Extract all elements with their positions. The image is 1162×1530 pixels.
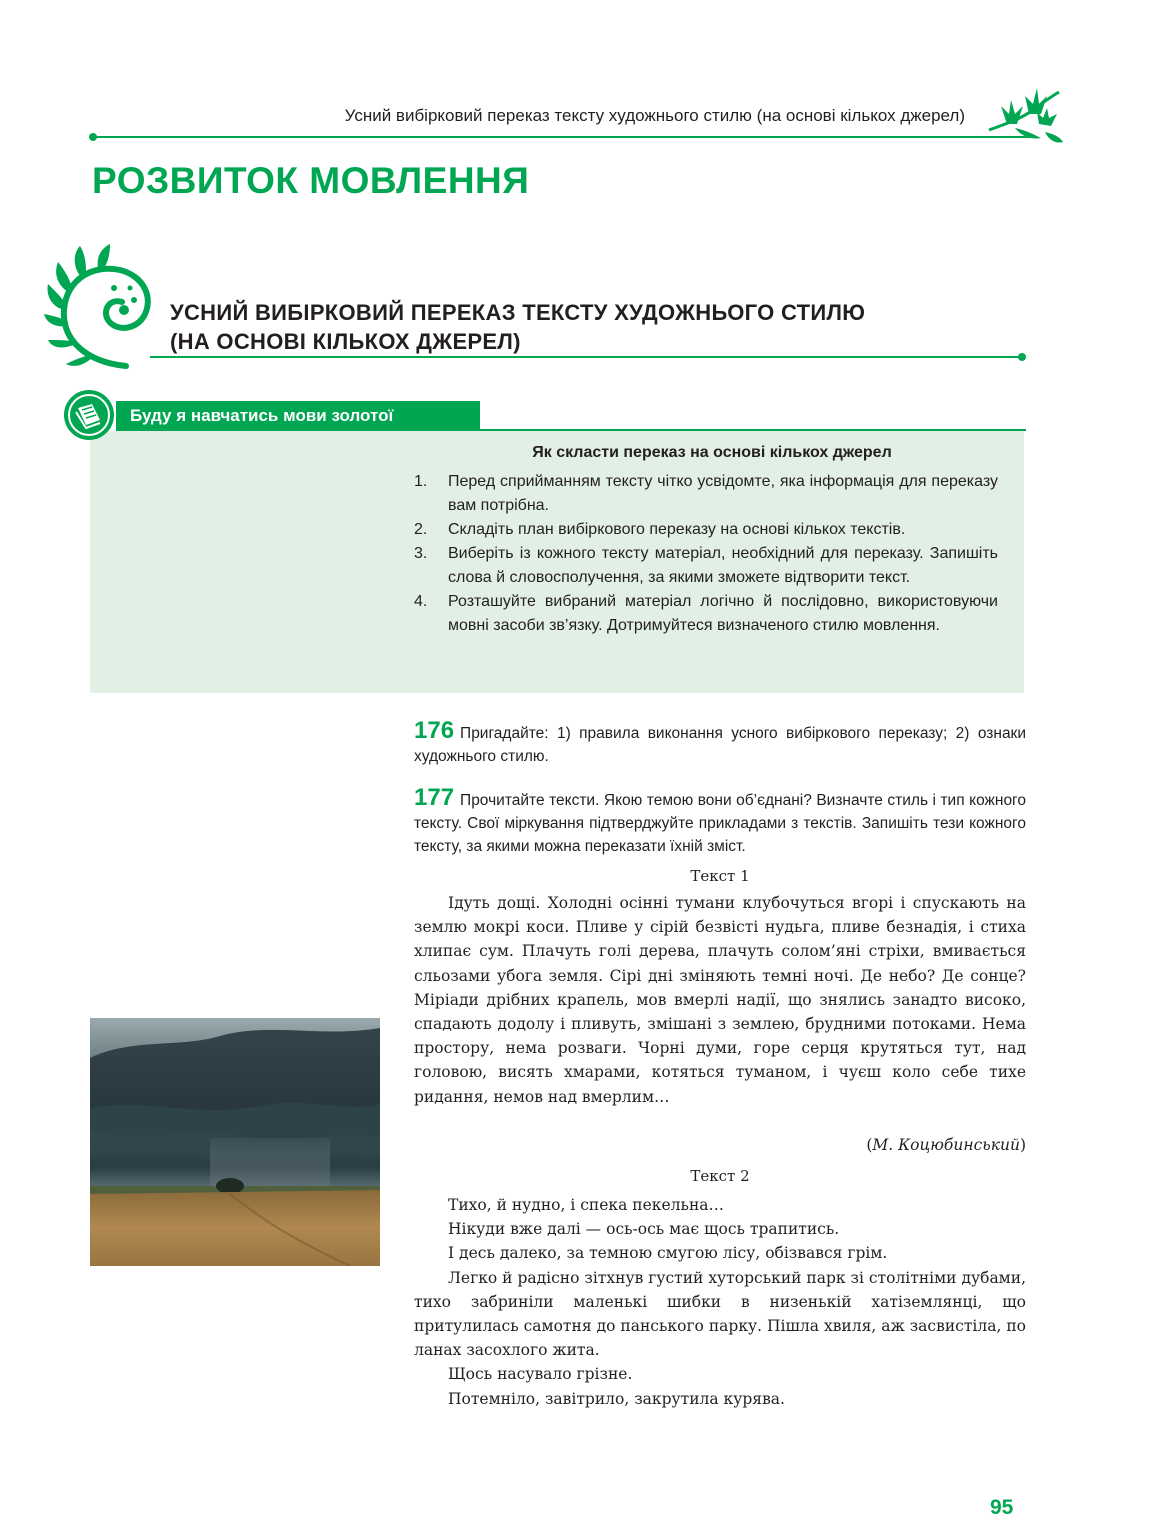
text2-paragraph: Щось насувало грізне. bbox=[448, 1365, 633, 1384]
rule-item-number: 2. bbox=[414, 521, 428, 538]
rule-item-number: 1. bbox=[414, 473, 428, 490]
topic-title-line-2: (НА ОСНОВІ КІЛЬКОХ ДЖЕРЕЛ) bbox=[170, 329, 521, 354]
rule-item-text: Складіть план вибіркового переказу на основі кількох текстів. bbox=[448, 521, 906, 538]
rule-title: Як скласти переказ на основі кількох джерел bbox=[532, 444, 892, 461]
text2-paragraph: Тихо, й нудно, і спека пекельна… bbox=[448, 1196, 725, 1214]
rule-item bbox=[414, 518, 998, 542]
text1-attribution: (М. Коцюбинський) bbox=[866, 1136, 1026, 1154]
book-icon bbox=[62, 388, 116, 442]
rule-item bbox=[414, 470, 998, 518]
header-rule-dot bbox=[89, 133, 97, 141]
page-number: 95 bbox=[990, 1496, 1014, 1519]
rule-list bbox=[414, 470, 998, 638]
section-heading: РОЗВИТОК МОВЛЕННЯ bbox=[92, 160, 530, 201]
exercise-text: Прочитайте тексти. Якою темою вони об’єднані? Визначте стиль і тип кожного тексту. Свої міркування підтверджуйте прикладами з текстів. Запишіть тези кожного тексту, за якими можна переказати їхній зміст. bbox=[414, 792, 1026, 855]
text1-label: Текст 1 bbox=[690, 867, 750, 885]
flower-ornament-icon bbox=[985, 84, 1065, 146]
text1-paragraph: Ідуть дощі. Холодні осінні тумани клубочуться вгорі і спускають на землю мокрі коси. Пливе у сірій безвісті нудьга, пливе безнадія, і стиха хлипає сум. Плачуть голі дерева, плачуть солом’яні стріхи, вмивається сльозами убога земля. Сірі дні зміняють темні ночі. Де небо? Де сонце? Міріади дрібних крапель, мов вмерлі надії, що знялись занадто високо, спадають додолу і пливуть, змішані з землею, брудними потоками. Нема простору, нема розваги. Чорні думи, горе серця крутяться тут, над головою, висять хмарами, котяться туманом, і чуєш коло себе тихе ридання, немов над вмерлим… bbox=[414, 894, 1026, 1106]
exercise-176 bbox=[414, 719, 1026, 768]
topic-rule bbox=[150, 356, 1022, 358]
rule-item bbox=[414, 542, 998, 590]
exercise-text: Пригадайте: 1) правила виконання усного вибіркового переказу; 2) ознаки художнього стилю. bbox=[414, 725, 1026, 765]
text1-author: М. Коцюбинський bbox=[872, 1136, 1020, 1154]
text2-paragraph: Потемніло, завітрило, закрутила курява. bbox=[448, 1389, 785, 1408]
rule-item-number: 3. bbox=[414, 545, 428, 562]
storm-field-photo bbox=[90, 1018, 380, 1266]
rule-item-text: Розташуйте вибраний матеріал логічно й послідовно, використовуючи мовні засоби зв’язку. Дотримуйтеся визначеного стилю мовлення. bbox=[448, 593, 998, 634]
exercise-177 bbox=[414, 786, 1026, 858]
exercise-number: 176 bbox=[414, 717, 455, 744]
rubric-label: Буду я навчатись мови золотої bbox=[116, 401, 480, 431]
text2-body bbox=[414, 1193, 1026, 1411]
exercise-number: 177 bbox=[414, 784, 455, 811]
topic-title bbox=[170, 298, 865, 356]
topic-rule-dot bbox=[1018, 353, 1026, 361]
text1-body bbox=[414, 891, 1026, 1109]
topic-title-line-1: УСНИЙ ВИБІРКОВИЙ ПЕРЕКАЗ ТЕКСТУ ХУДОЖНЬОГО СТИЛЮ bbox=[170, 300, 866, 325]
rule-item bbox=[414, 590, 998, 638]
text2-paragraph: І десь далеко, за темною смугою лісу, обізвався грім. bbox=[448, 1244, 888, 1263]
rule-item-number: 4. bbox=[414, 593, 428, 610]
rule-item-text: Перед сприйманням тексту чітко усвідомте, яка інформація для переказу вам потрібна. bbox=[448, 473, 998, 514]
text2-paragraph: Легко й радісно зітхнув густий хуторський парк зі столітніми дубами, тихо забриніли маленькі шибки в низенькій хатіземлянці, що притулилась самотня до панського парку. Пішла хвиля, аж засвистіла, по ланах засохлого жита. bbox=[414, 1268, 1026, 1360]
text2-label: Текст 2 bbox=[690, 1167, 750, 1185]
petrykivka-ornament-icon bbox=[44, 244, 162, 370]
rubric-rule bbox=[480, 429, 1026, 431]
running-title: Усний вибірковий переказ тексту художнього стилю (на основі кількох джерел) bbox=[344, 106, 965, 125]
text2-paragraph: Нікуди вже далі — ось-ось має щось трапитись. bbox=[448, 1220, 840, 1239]
rule-item-text: Виберіть із кожного тексту матеріал, необхідний для переказу. Запишіть слова й словосполучення, за якими зможете відтворити текст. bbox=[448, 545, 998, 586]
header-rule bbox=[92, 136, 1034, 138]
